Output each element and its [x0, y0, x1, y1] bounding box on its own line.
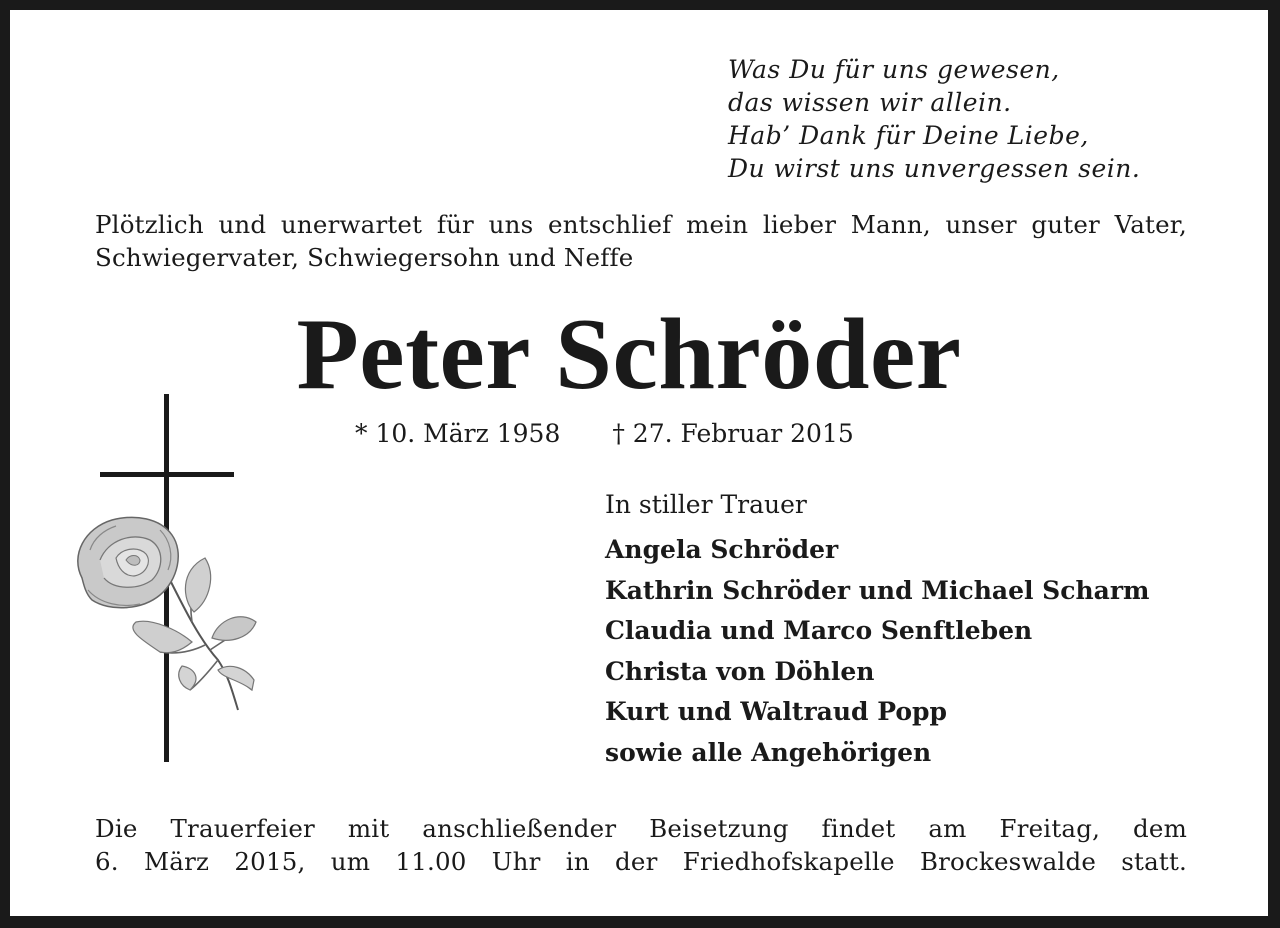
mourner-name: sowie alle Angehörigen	[605, 737, 932, 767]
poem-line: Was Du für uns gewesen,	[728, 55, 1060, 84]
memorial-poem	[728, 53, 1140, 185]
death-date: † 27. Februar 2015	[612, 419, 854, 448]
poem-line: Du wirst uns unvergessen sein.	[728, 154, 1141, 183]
poem-line: das wissen wir allein.	[728, 88, 1012, 117]
mourner-name: Christa von Döhlen	[605, 656, 875, 686]
funeral-info	[95, 812, 1187, 878]
life-dates	[355, 418, 854, 450]
mourning-intro: In stiller Trauer	[605, 490, 807, 519]
intro-text: Plötzlich und unerwartet für uns entschlief mein lieber Mann, unser guter Vater, Schwiegervater, Schwiegersohn und Neffe	[95, 210, 1187, 272]
poem-line: Hab’ Dank für Deine Liebe,	[728, 121, 1089, 150]
funeral-line: Die Trauerfeier mit anschließender Beisetzung findet am Freitag, dem	[95, 814, 1187, 843]
mourner-name: Claudia und Marco Senftleben	[605, 616, 1033, 645]
deceased-name: Peter Schröder	[296, 298, 962, 411]
mourners-list	[605, 530, 1149, 773]
mourner-name: Angela Schröder	[605, 535, 839, 564]
mourner-name: Kathrin Schröder und Michael Scharm	[605, 575, 1150, 605]
cross-icon	[60, 390, 280, 780]
funeral-line: 6. März 2015, um 11.00 Uhr in der Friedhofskapelle Brockeswalde statt.	[95, 847, 1187, 876]
obituary-notice	[10, 10, 1268, 916]
birth-date: * 10. März 1958	[355, 419, 561, 448]
cross-with-rose	[60, 390, 280, 780]
mourner-name: Kurt und Waltraud Popp	[605, 697, 947, 726]
